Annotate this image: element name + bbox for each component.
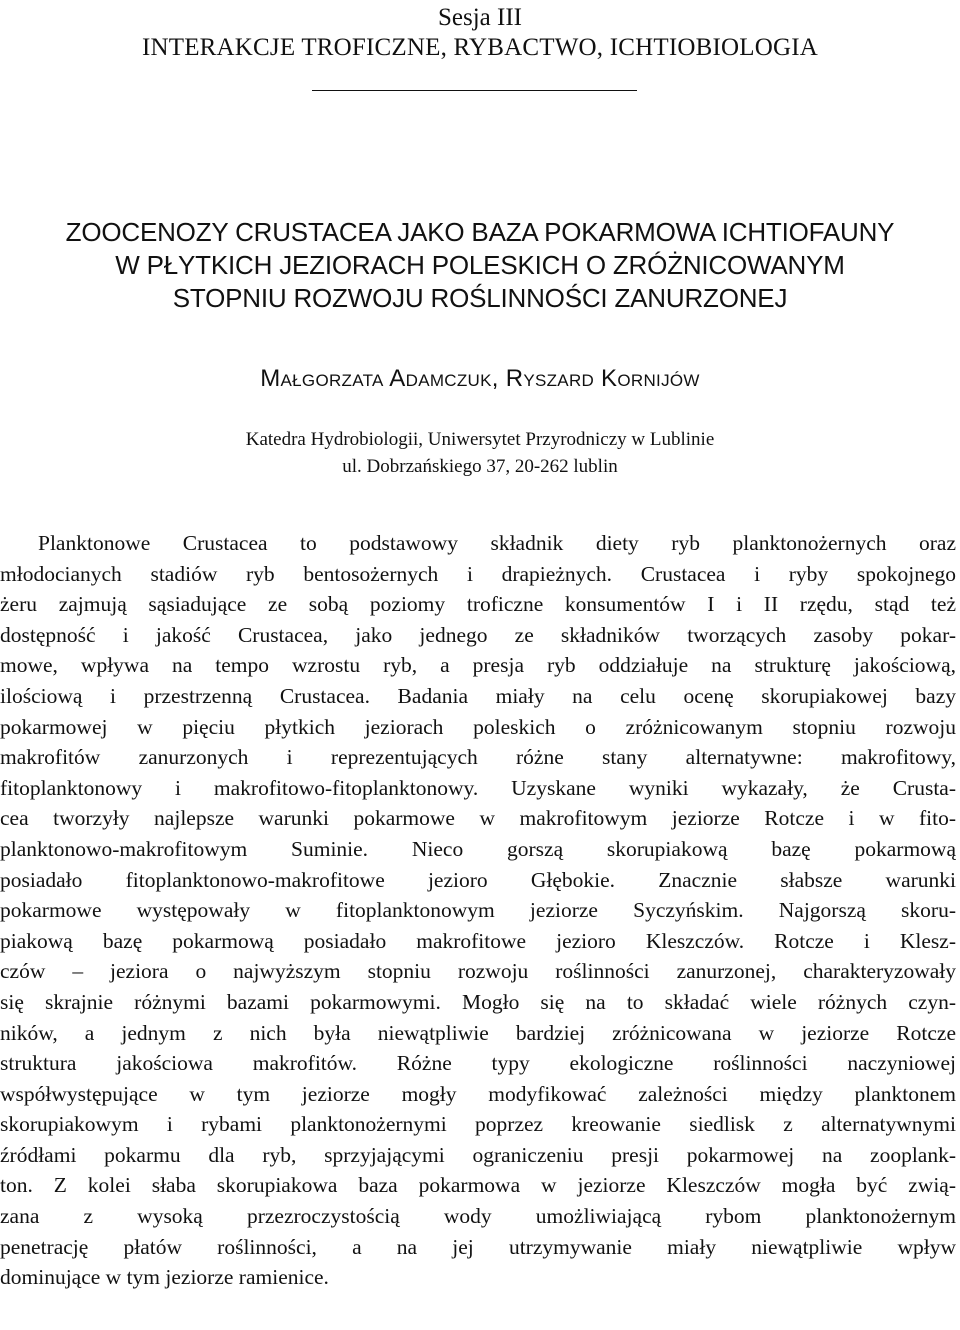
session-title: INTERAKCJE TROFICZNE, RYBACTWO, ICHTIOBIOLOGIA bbox=[141, 34, 819, 61]
address: ul. Dobrzańskiego 37, 20-262 lublin bbox=[342, 456, 618, 477]
article-title-line: ZOOCENOZY CRUSTACEA JAKO BAZA POKARMOWA ICHTIOFAUNY bbox=[65, 217, 895, 247]
abstract-line: czów – jeziora o najwyższym stopniu rozwoju roślinności zanurzonej, charakteryzowały bbox=[0, 959, 956, 984]
abstract-line: młodocianych stadiów ryb bentosożernych i drapieżnych. Crustacea i ryby spokojnego bbox=[0, 561, 956, 586]
abstract-line: planktonowo-makrofitowym Suminie. Nieco gorszą skorupiakową bazę pokarmową bbox=[0, 836, 956, 861]
abstract-line: żeru zajmują sąsiadujące ze sobą poziomy troficzne konsumentów I i II rzędu, stąd też bbox=[0, 592, 956, 617]
abstract-line: posiadało fitoplanktonowo-makrofitowe jezioro Głębokie. Znacznie słabsze warunki bbox=[0, 867, 956, 892]
header-divider bbox=[312, 90, 637, 91]
abstract-line: dominujące w tym jeziorze ramienice. bbox=[0, 1265, 329, 1290]
abstract-line: cea tworzyły najlepsze warunki pokarmowe w makrofitowym jeziorze Rotcze i w fito- bbox=[0, 806, 956, 831]
abstract-line: skorupiakowym i rybami planktonożernymi poprzez kreowanie siedlisk z alternatywnymi bbox=[0, 1112, 956, 1137]
abstract-line: piakową bazę pokarmową posiadało makrofitowe jezioro Kleszczów. Rotcze i Klesz- bbox=[0, 928, 956, 953]
article-title-line: W PŁYTKICH JEZIORACH POLESKICH O ZRÓŻNICOWANYM bbox=[115, 250, 845, 280]
abstract-line: struktura jakościowa makrofitów. Różne typy ekologiczne roślinności naczyniowej bbox=[0, 1051, 956, 1076]
abstract-line: mowe, wpływa na tempo wzrostu ryb, a presja ryb oddziałuje na strukturę jakościową, bbox=[0, 653, 956, 678]
abstract-line: ników, a jednym z nich była niewątpliwie bardziej zróżnicowana w jeziorze Rotcze bbox=[0, 1020, 956, 1045]
article-title-line: STOPNIU ROZWOJU ROŚLINNOŚCI ZANURZONEJ bbox=[172, 283, 788, 313]
abstract-line: fitoplanktonowy i makrofitowo-fitoplanktonowy. Uzyskane wyniki wykazały, że Crusta- bbox=[0, 775, 956, 800]
abstract-line: źródłami pokarmu dla ryb, sprzyjającymi ograniczeniu presji pokarmowej na zooplank- bbox=[0, 1142, 956, 1167]
abstract-line: ton. Z kolei słaba skorupiakowa baza pokarmowa w jeziorze Kleszczów mogła być zwią- bbox=[0, 1173, 956, 1198]
abstract-line: penetrację płatów roślinności, a na jej utrzymywanie miały niewątpliwie wpływ bbox=[0, 1234, 956, 1259]
abstract-line: Planktonowe Crustacea to podstawowy składnik diety ryb planktonożernych oraz bbox=[38, 531, 956, 555]
authors: Małgorzata Adamczuk, Ryszard Kornijów bbox=[260, 365, 700, 392]
abstract-line: współwystępujące w tym jeziorze mogły modyfikować zależności między planktonem bbox=[0, 1081, 956, 1106]
abstract-line: makrofitów zanurzonych i reprezentujących różne stany alternatywne: makrofitowy, bbox=[0, 745, 956, 770]
abstract-line: ilościową i przestrzenną Crustacea. Badania miały na celu ocenę skorupiakowej bazy bbox=[0, 683, 956, 708]
abstract-line: zana z wysoką przezroczystością wody umożliwiającą rybom planktonożernym bbox=[0, 1204, 956, 1229]
article-title bbox=[0, 216, 960, 315]
abstract bbox=[0, 528, 956, 1293]
affiliation-block bbox=[0, 426, 960, 480]
session-number: Sesja III bbox=[438, 4, 522, 31]
abstract-line: się skrajnie różnymi bazami pokarmowymi. Mogło się na to składać wiele różnych czyn- bbox=[0, 989, 956, 1014]
abstract-line: dostępność i jakość Crustacea, jako jednego ze składników tworzących zasoby pokar- bbox=[0, 622, 956, 647]
abstract-line: pokarmowej w pięciu płytkich jeziorach poleskich o zróżnicowanym stopniu rozwoju bbox=[0, 714, 956, 739]
affiliation: Katedra Hydrobiologii, Uniwersytet Przyrodniczy w Lublinie bbox=[245, 429, 715, 450]
abstract-line: pokarmowe występowały w fitoplanktonowym jeziorze Syczyńskim. Najgorszą skoru- bbox=[0, 898, 956, 923]
